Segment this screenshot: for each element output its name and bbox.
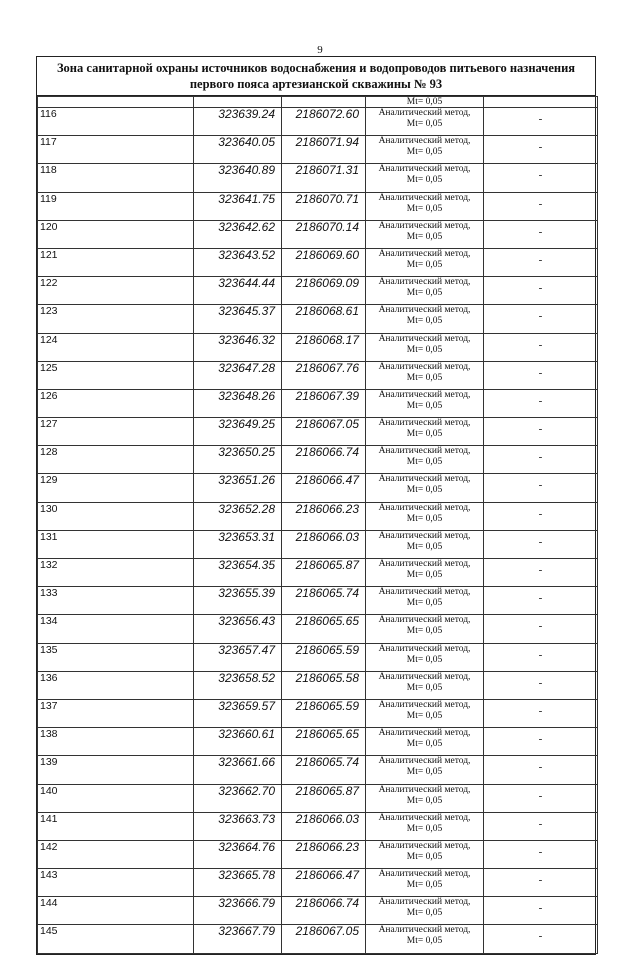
method-accuracy: Mt= 0,05: [406, 710, 443, 721]
x-coordinate: 323654.35: [194, 559, 282, 587]
x-coordinate: 323657.47: [194, 643, 282, 671]
method-accuracy: Mt= 0,05: [406, 203, 443, 214]
method-accuracy: Mt= 0,05: [406, 316, 443, 327]
method-cell: [366, 220, 484, 248]
point-number: 123: [38, 305, 194, 333]
method-accuracy: Mt= 0,05: [406, 259, 443, 270]
note-cell: -: [484, 784, 598, 812]
method-name: Аналитический метод,: [378, 643, 471, 654]
note-cell: -: [484, 812, 598, 840]
y-coordinate: 2186069.09: [282, 277, 366, 305]
note-cell: -: [484, 277, 598, 305]
method-name: Аналитический метод,: [378, 587, 471, 598]
x-coordinate: 323648.26: [194, 389, 282, 417]
method-name: Аналитический метод,: [378, 784, 471, 795]
method-name: Аналитический метод,: [378, 615, 471, 626]
y-coordinate: 2186067.39: [282, 389, 366, 417]
note-cell: -: [484, 136, 598, 164]
point-number: 135: [38, 643, 194, 671]
method-accuracy: Mt= 0,05: [406, 485, 443, 496]
method-accuracy: Mt= 0,05: [406, 682, 443, 693]
method-name: Аналитический метод,: [378, 361, 471, 372]
note-cell: -: [484, 248, 598, 276]
x-coordinate: 323658.52: [194, 671, 282, 699]
table-row: [38, 305, 598, 333]
note-cell: -: [484, 192, 598, 220]
method-name: Аналитический метод,: [378, 474, 471, 485]
note-cell: -: [484, 925, 598, 953]
note-cell: -: [484, 220, 598, 248]
table-title-line-1: Зона санитарной охраны источников водоснабжения и водопроводов питьевого назначения: [56, 61, 576, 75]
method-name: Аналитический метод,: [378, 446, 471, 457]
y-coordinate: 2186065.59: [282, 643, 366, 671]
y-coordinate: 2186065.74: [282, 587, 366, 615]
y-coordinate: 2186066.47: [282, 869, 366, 897]
method-accuracy: Mt= 0,05: [406, 288, 443, 299]
method-name: Аналитический метод,: [378, 699, 471, 710]
method-name: Аналитический метод,: [378, 418, 471, 429]
y-coordinate: 2186065.58: [282, 671, 366, 699]
table-row: [38, 699, 598, 727]
method-accuracy: Mt= 0,05: [406, 344, 443, 355]
cell-y: [282, 97, 366, 108]
method-cell: [366, 925, 484, 953]
point-number: 140: [38, 784, 194, 812]
note-cell: -: [484, 643, 598, 671]
table-title-line-2: первого пояса артезианской скважины № 93: [189, 77, 443, 91]
table-row: [38, 559, 598, 587]
x-coordinate: 323656.43: [194, 615, 282, 643]
cell-method: Mt= 0,05: [366, 97, 484, 108]
x-coordinate: 323643.52: [194, 248, 282, 276]
point-number: 138: [38, 728, 194, 756]
y-coordinate: 2186065.87: [282, 784, 366, 812]
point-number: 119: [38, 192, 194, 220]
method-accuracy: Mt= 0,05: [406, 908, 443, 919]
table-row: [38, 643, 598, 671]
table-row: [38, 502, 598, 530]
table-row: [38, 530, 598, 558]
x-coordinate: 323640.89: [194, 164, 282, 192]
method-cell: [366, 192, 484, 220]
method-cell: [366, 869, 484, 897]
note-cell: -: [484, 559, 598, 587]
method-accuracy: Mt= 0,05: [406, 541, 443, 552]
x-coordinate: 323659.57: [194, 699, 282, 727]
table-row: [38, 587, 598, 615]
method-cell: [366, 164, 484, 192]
y-coordinate: 2186070.14: [282, 220, 366, 248]
method-name: Аналитический метод,: [378, 840, 471, 851]
method-cell: [366, 446, 484, 474]
x-coordinate: 323645.37: [194, 305, 282, 333]
method-cell: [366, 671, 484, 699]
table-row: [38, 446, 598, 474]
y-coordinate: 2186067.05: [282, 418, 366, 446]
note-cell: -: [484, 840, 598, 868]
point-number: 120: [38, 220, 194, 248]
method-cell: [366, 361, 484, 389]
method-cell: [366, 530, 484, 558]
method-accuracy: Mt= 0,05: [406, 400, 443, 411]
coordinates-table: [37, 96, 598, 954]
note-cell: -: [484, 305, 598, 333]
method-cell: [366, 643, 484, 671]
method-cell: [366, 418, 484, 446]
method-name: Аналитический метод,: [378, 333, 471, 344]
table-row: [38, 869, 598, 897]
page-number: 9: [317, 44, 323, 56]
y-coordinate: 2186065.65: [282, 615, 366, 643]
method-accuracy: Mt= 0,05: [406, 570, 443, 580]
table-row: [38, 925, 598, 953]
table-row: [38, 389, 598, 417]
table-row: [38, 418, 598, 446]
x-coordinate: 323664.76: [194, 840, 282, 868]
table-row: [38, 220, 598, 248]
y-coordinate: 2186068.17: [282, 333, 366, 361]
method-name: Аналитический метод,: [378, 192, 471, 203]
x-coordinate: 323661.66: [194, 756, 282, 784]
table-row: [38, 248, 598, 276]
point-number: 122: [38, 277, 194, 305]
x-coordinate: 323641.75: [194, 192, 282, 220]
x-coordinate: 323655.39: [194, 587, 282, 615]
x-coordinate: 323649.25: [194, 418, 282, 446]
point-number: 129: [38, 474, 194, 502]
point-number: 125: [38, 361, 194, 389]
method-cell: [366, 699, 484, 727]
note-cell: -: [484, 869, 598, 897]
method-accuracy: Mt= 0,05: [406, 936, 443, 947]
point-number: 136: [38, 671, 194, 699]
method-name: Аналитический метод,: [378, 671, 471, 682]
note-cell: -: [484, 699, 598, 727]
x-coordinate: 323666.79: [194, 897, 282, 925]
note-cell: -: [484, 474, 598, 502]
method-accuracy: Mt= 0,05: [406, 739, 443, 750]
method-accuracy: Mt= 0,05: [406, 457, 443, 468]
point-number: 131: [38, 530, 194, 558]
method-cell: [366, 277, 484, 305]
x-coordinate: 323652.28: [194, 502, 282, 530]
note-cell: -: [484, 756, 598, 784]
y-coordinate: 2186071.31: [282, 164, 366, 192]
table-row: [38, 361, 598, 389]
method-name: Аналитический метод,: [378, 869, 471, 880]
coordinates-table-body: [38, 97, 598, 954]
method-accuracy: Mt= 0,05: [406, 372, 443, 383]
x-coordinate: 323646.32: [194, 333, 282, 361]
point-number: 130: [38, 502, 194, 530]
y-coordinate: 2186065.74: [282, 756, 366, 784]
y-coordinate: 2186065.65: [282, 728, 366, 756]
point-number: 121: [38, 248, 194, 276]
method-accuracy: Mt= 0,05: [406, 513, 443, 524]
y-coordinate: 2186066.03: [282, 812, 366, 840]
x-coordinate: 323663.73: [194, 812, 282, 840]
method-name: Аналитический метод,: [378, 305, 471, 316]
method-name: Аналитический метод,: [378, 812, 471, 823]
cell-x: [194, 97, 282, 108]
note-cell: -: [484, 587, 598, 615]
x-coordinate: 323662.70: [194, 784, 282, 812]
method-name: Аналитический метод,: [378, 756, 471, 767]
point-number: 127: [38, 418, 194, 446]
method-accuracy: Mt= 0,05: [406, 795, 443, 806]
method-cell: [366, 389, 484, 417]
method-accuracy: Mt= 0,05: [406, 147, 443, 158]
table-row: [38, 897, 598, 925]
note-cell: -: [484, 671, 598, 699]
table-row: [38, 277, 598, 305]
method-accuracy: Mt= 0,05: [406, 119, 443, 129]
method-accuracy: Mt= 0,05: [406, 851, 443, 862]
x-coordinate: 323639.24: [194, 108, 282, 136]
table-row: [38, 812, 598, 840]
method-accuracy: Mt= 0,05: [406, 429, 443, 440]
note-cell: -: [484, 418, 598, 446]
method-cell: [366, 812, 484, 840]
x-coordinate: 323640.05: [194, 136, 282, 164]
point-number: 143: [38, 869, 194, 897]
table-title: [37, 57, 595, 96]
x-coordinate: 323653.31: [194, 530, 282, 558]
table-row: [38, 615, 598, 643]
table-row: [38, 192, 598, 220]
method-accuracy: Mt= 0,05: [406, 880, 443, 891]
note-cell: -: [484, 361, 598, 389]
method-cell: [366, 587, 484, 615]
point-number: 139: [38, 756, 194, 784]
note-cell: -: [484, 530, 598, 558]
note-cell: -: [484, 615, 598, 643]
method-name: Аналитический метод,: [378, 248, 471, 259]
table-row: [38, 136, 598, 164]
y-coordinate: 2186068.61: [282, 305, 366, 333]
method-name: Аналитический метод,: [378, 530, 471, 541]
table-row: [38, 333, 598, 361]
table-row: [38, 840, 598, 868]
point-number: 116: [38, 108, 194, 136]
method-name: Аналитический метод,: [378, 277, 471, 288]
method-accuracy: Mt= 0,05: [406, 626, 443, 637]
point-number: 126: [38, 389, 194, 417]
method-cell: [366, 615, 484, 643]
method-name: Аналитический метод,: [378, 164, 471, 175]
point-number: 144: [38, 897, 194, 925]
table-row: [38, 671, 598, 699]
y-coordinate: 2186066.23: [282, 502, 366, 530]
note-cell: -: [484, 897, 598, 925]
note-cell: -: [484, 728, 598, 756]
x-coordinate: 323650.25: [194, 446, 282, 474]
note-cell: -: [484, 108, 598, 136]
continuation-row: [38, 97, 598, 108]
method-name: Аналитический метод,: [378, 136, 471, 147]
method-cell: [366, 333, 484, 361]
method-cell: [366, 136, 484, 164]
method-cell: [366, 474, 484, 502]
method-cell: [366, 559, 484, 587]
method-name: Аналитический метод,: [378, 897, 471, 908]
note-cell: -: [484, 333, 598, 361]
note-cell: -: [484, 502, 598, 530]
note-cell: -: [484, 164, 598, 192]
cell-note: [484, 97, 598, 108]
coordinates-table-frame: [36, 56, 596, 955]
method-cell: [366, 248, 484, 276]
note-cell: -: [484, 446, 598, 474]
y-coordinate: 2186072.60: [282, 108, 366, 136]
table-row: [38, 474, 598, 502]
method-accuracy: Mt= 0,05: [406, 175, 443, 186]
method-cell: [366, 728, 484, 756]
y-coordinate: 2186066.74: [282, 446, 366, 474]
point-number: 137: [38, 699, 194, 727]
note-cell: -: [484, 389, 598, 417]
method-accuracy: Mt= 0,05: [406, 767, 443, 778]
point-number: 133: [38, 587, 194, 615]
method-cell: [366, 305, 484, 333]
method-cell: [366, 897, 484, 925]
x-coordinate: 323651.26: [194, 474, 282, 502]
cell-num: [38, 97, 194, 108]
y-coordinate: 2186071.94: [282, 136, 366, 164]
method-cell: [366, 502, 484, 530]
x-coordinate: 323667.79: [194, 925, 282, 953]
table-row: [38, 728, 598, 756]
point-number: 118: [38, 164, 194, 192]
x-coordinate: 323665.78: [194, 869, 282, 897]
point-number: 124: [38, 333, 194, 361]
point-number: 134: [38, 615, 194, 643]
method-cell: [366, 840, 484, 868]
y-coordinate: 2186065.59: [282, 699, 366, 727]
y-coordinate: 2186069.60: [282, 248, 366, 276]
y-coordinate: 2186067.76: [282, 361, 366, 389]
y-coordinate: 2186070.71: [282, 192, 366, 220]
method-accuracy: Mt= 0,05: [406, 654, 443, 665]
point-number: 128: [38, 446, 194, 474]
method-cell: [366, 784, 484, 812]
y-coordinate: 2186067.05: [282, 925, 366, 953]
table-row: [38, 164, 598, 192]
point-number: 117: [38, 136, 194, 164]
method-name: Аналитический метод,: [378, 108, 471, 118]
method-accuracy: Mt= 0,05: [406, 823, 443, 834]
x-coordinate: 323647.28: [194, 361, 282, 389]
x-coordinate: 323642.62: [194, 220, 282, 248]
y-coordinate: 2186066.23: [282, 840, 366, 868]
y-coordinate: 2186066.03: [282, 530, 366, 558]
method-name: Аналитический метод,: [378, 220, 471, 231]
method-accuracy: Mt= 0,05: [406, 231, 443, 242]
point-number: 141: [38, 812, 194, 840]
method-name: Аналитический метод,: [378, 728, 471, 739]
method-accuracy: Mt= 0,05: [406, 598, 443, 609]
method-name: Аналитический метод,: [378, 502, 471, 513]
point-number: 142: [38, 840, 194, 868]
x-coordinate: 323660.61: [194, 728, 282, 756]
method-name: Аналитический метод,: [378, 559, 471, 569]
table-row: [38, 756, 598, 784]
point-number: 132: [38, 559, 194, 587]
table-row: [38, 784, 598, 812]
method-name: Аналитический метод,: [378, 925, 471, 936]
method-cell: [366, 756, 484, 784]
x-coordinate: 323644.44: [194, 277, 282, 305]
y-coordinate: 2186066.47: [282, 474, 366, 502]
point-number: 145: [38, 925, 194, 953]
y-coordinate: 2186065.87: [282, 559, 366, 587]
y-coordinate: 2186066.74: [282, 897, 366, 925]
method-name: Аналитический метод,: [378, 389, 471, 400]
table-row: [38, 108, 598, 136]
method-cell: [366, 108, 484, 136]
